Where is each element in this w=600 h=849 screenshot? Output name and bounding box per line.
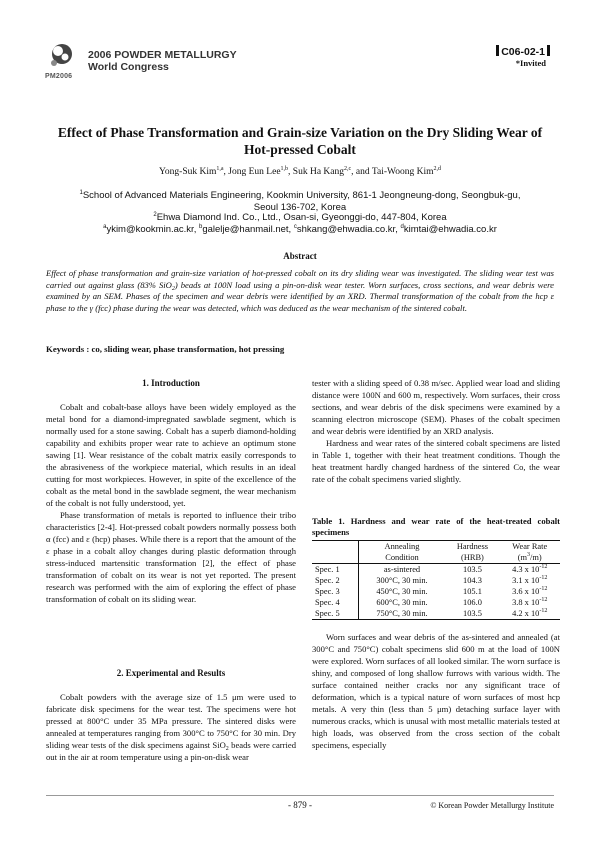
table-header: Wear Rate <box>499 541 560 553</box>
author-name: Yong-Suk Kim <box>159 167 217 177</box>
affiliation-sup: 1 <box>79 190 83 196</box>
table-caption: Table 1. Hardness and wear rate of the heat-treated cobalt specimens <box>312 516 560 537</box>
section-heading-experimental: 2. Experimental and Results <box>116 668 226 678</box>
table-header-part: /m) <box>530 553 542 562</box>
paragraph: Cobalt and cobalt-base alloys have been widely employed as the metal bond for a diamond-impregnated sawblade segment, which is normally used for a stone sawing. Cobalt has a superb diamond-holding capability and exhibits proper wear rate to achieve an optimum stone sawing [1]. Wear resistance of the cobalt matrix easily corresponds to the abrasiveness of the workpiece material, which results in an ideal cutting for most workpieces. However, in spite of the excellence of the cobalt as the metal bond in the sawblade segment, the wear mechanism of the cobalt is not fully understood, yet. <box>46 402 296 508</box>
table-row <box>312 586 560 597</box>
affiliation-sup: 2 <box>153 212 157 218</box>
email-list: $^a$ykim@kookmin.ac.kr, $^b$galelje@hanmail.net, $^c$shkang@ehwadia.co.kr, $^d$kimtai@ehwadia.co.kr <box>103 224 497 235</box>
email-sup: a <box>103 224 107 230</box>
table-header: Annealing <box>358 541 445 553</box>
section-heading-introduction: 1. Introduction <box>142 378 200 388</box>
conference-name <box>88 49 237 73</box>
wear-rate-value: 3.6 x 10 <box>512 587 540 596</box>
table-header-part: (m <box>517 553 528 562</box>
table-cell <box>499 586 560 597</box>
table-header: (HRB) <box>445 552 499 564</box>
table-row <box>312 575 560 586</box>
table-cell <box>499 564 560 576</box>
table-cell <box>499 608 560 620</box>
table-header: Condition <box>358 552 445 564</box>
table-header-sup: 3 <box>527 552 531 558</box>
wear-rate-exponent: -12 <box>539 597 548 603</box>
wear-rate-value: 4.2 x 10 <box>512 609 540 618</box>
wear-rate-exponent: -12 <box>539 575 548 581</box>
table-row <box>312 608 560 620</box>
table-header-empty <box>312 552 358 564</box>
affiliation-1 <box>40 190 560 213</box>
wear-rate-exponent: -12 <box>539 564 548 570</box>
table-cell: 105.1 <box>463 587 482 596</box>
affiliation-1-line1: School of Advanced Materials Engineering, Kookmin University, 861-1 Jeongneung-dong, Seongbuk-gu, <box>82 190 521 201</box>
email: galelje@hanmail.net <box>202 224 289 235</box>
author-name: Suk Ha Kang <box>292 167 344 177</box>
paragraph: Worn surfaces and wear debris of the as-sintered and annealed (at 300°C and 750°C) cobalt specimens slid 600 m at the load of 100N were explored. Worn surfaces of all looked similar. The worn surface is shiny, and composed of long shallow furrows with various width. The surface contained neither cracks nor any significant trace of deformation, which is a typical nature of worn surfaces of most hcp metals. A very thin (less than 5 μm) detaching surface layer with numerous cracks, which is unusal with most metallic materials tested at high loads, was observed from the cross section of the cobalt specimens, especially <box>312 632 560 750</box>
table-cell: as-sintered <box>383 565 421 574</box>
table-cell: 600°C, 30 min. <box>376 598 428 607</box>
table-cell: 300°C, 30 min. <box>376 576 428 585</box>
table-cell: 450°C, 30 min. <box>376 587 428 596</box>
bar-mark <box>496 45 499 56</box>
bar-mark <box>547 45 550 56</box>
table-cell: 103.5 <box>463 565 482 574</box>
invited-label: *Invited <box>515 58 546 68</box>
table-header-empty <box>312 541 358 553</box>
table-cell: 104.3 <box>463 576 482 585</box>
paper-code-text: C06-02-1 <box>501 46 545 58</box>
author-list: Yong-Suk Kim$^{1,a}$, Jong Eun Lee$^{1,b}$, Suk Ha Kang$^{2,c}$, and Tai-Woong Kim$^{2,d}$ <box>159 166 441 177</box>
conference-line1: 2006 POWDER METALLURGY <box>88 49 237 61</box>
hardness-wear-table <box>312 540 560 620</box>
wear-rate-value: 4.3 x 10 <box>512 565 540 574</box>
right-column-lower <box>312 631 560 751</box>
table-cell: Spec. 4 <box>312 597 358 608</box>
table-header: Hardness <box>445 541 499 553</box>
author-name: Jong Eun Lee <box>228 167 281 177</box>
paragraph-part2: beads were carried out in the air at room temperature using a pin-on-disk wear <box>46 740 297 762</box>
abstract-part2: ) beads at 100N load using a pin-on-disk wear tester. Worn surfaces, cross sections, and wear debris were examined by an SEM. Phases of the specimen and wear debris were identified by an XRD. Thermal transformation of the cobalt from the hcp ε phase to the γ (fcc) phase during the wear was detected, which was deduced as the wear mechanism of the sintered cobalt. <box>46 279 554 313</box>
abstract-text <box>46 268 554 314</box>
paragraph: Hardness and wear rates of the sintered cobalt specimens are listed in Table 1, together with their heat treatment conditions. Though the heat treatment hardly changed hardness of the sintered Co, the wear rate of the cobalt specimens varied slightly. <box>312 438 560 484</box>
table-cell: Spec. 1 <box>312 564 358 576</box>
email-sup: b <box>198 224 203 230</box>
table-cell: Spec. 2 <box>312 575 358 586</box>
table-cell: 106.0 <box>463 598 482 607</box>
author-sup: 1,b <box>280 166 289 172</box>
left-column-section2 <box>46 667 296 763</box>
page-number: - 879 - <box>288 800 312 810</box>
logo-text: PM2006 <box>45 73 73 80</box>
email: kimtai@ehwadia.co.kr <box>403 224 497 235</box>
paper-title <box>40 124 560 158</box>
table-cell: Spec. 3 <box>312 586 358 597</box>
table-cell <box>499 597 560 608</box>
wear-rate-exponent: -12 <box>539 608 548 614</box>
abstract-part1: Effect of phase transformation and grain-size variation of hot-pressed cobalt on its dry sliding wear was investigated. The sliding wear test was carried out against glass (83% SiO <box>46 268 554 290</box>
abstract-heading: Abstract <box>283 251 317 261</box>
author-name: Tai-Woong Kim <box>371 167 434 177</box>
email-sup: d <box>400 224 404 230</box>
abstract-subscript: 2 <box>171 285 175 292</box>
table-cell: 103.5 <box>445 608 499 620</box>
wear-rate-value: 3.8 x 10 <box>512 598 540 607</box>
table-cell <box>499 575 560 586</box>
paragraph <box>46 691 296 763</box>
email-sup: c <box>293 224 297 230</box>
paragraph-part1: Cobalt powders with the average size of 1.5 μm were used to fabricate disk specimens for the wear test. The specimens were hot pressed at 800°C under 35 MPa pressure. The sintered disks were annealed at temperatures ranging from 300°C to 750°C for 30 min. Dry sliding wear tests of the disk specimens against SiO <box>46 692 296 750</box>
wear-rate-value: 3.1 x 10 <box>512 576 540 585</box>
title-line1: Effect of Phase Transformation and Grain-size Variation on the Dry Sliding Wear of <box>57 125 543 140</box>
table-row <box>312 597 560 608</box>
affiliation-2-text: Ehwa Diamond Ind. Co., Ltd., Osan-si, Gyeonggi-do, 447-804, Korea <box>156 212 447 223</box>
table-header <box>499 552 560 564</box>
table-row <box>312 564 560 576</box>
affiliation-2 <box>40 212 560 224</box>
author-sup: 2,d <box>433 166 441 172</box>
left-column <box>46 377 296 605</box>
author-sup: 1,a <box>216 166 224 172</box>
footer-divider <box>46 795 554 796</box>
paragraph-subscript: 2 <box>225 746 229 752</box>
table-cell: 750°C, 30 min. <box>358 608 445 620</box>
paragraph: Phase transformation of metals is reported to influence their tribo characteristics [2-4]. Hot-pressed cobalt powders normally possess both α (fcc) and ε (hcp) phases. While there is a report that the amount of the ε phase in a cobalt alloy changes during plastic deformation through stress-induced martensitic transformation [2], the effect of phase transformation of cobalt on its wear is not yet reported. The present research was performed with the aim of exploring the effect of phase transformation of cobalt on its sliding wear. <box>46 510 296 604</box>
paragraph: tester with a sliding speed of 0.38 m/sec. Applied wear load and sliding distance were 100N and 600 m, respectively. Worn surfaces, their cross sections, and wear debris of the disk specimens were examined by a scanning electron microscope (SEM). Phases of the cobalt specimen and wear debris were identified by an XRD analysis. <box>312 378 560 436</box>
title-line2: Hot-pressed Cobalt <box>244 142 356 157</box>
author-sup: 2,c <box>344 166 352 172</box>
email: shkang@ehwadia.co.kr <box>296 224 396 235</box>
email: ykim@kookmin.ac.kr <box>106 224 194 235</box>
affiliation-1-line2: Seoul 136-702, Korea <box>253 201 347 213</box>
copyright: © Korean Powder Metallurgy Institute <box>430 801 554 810</box>
right-column <box>312 377 560 485</box>
conference-line2: World Congress <box>88 61 169 73</box>
keywords: Keywords : co, sliding wear, phase transformation, hot pressing <box>46 344 285 354</box>
table-cell: Spec. 5 <box>312 608 358 620</box>
wear-rate-exponent: -12 <box>539 586 548 592</box>
paper-code <box>494 45 552 58</box>
